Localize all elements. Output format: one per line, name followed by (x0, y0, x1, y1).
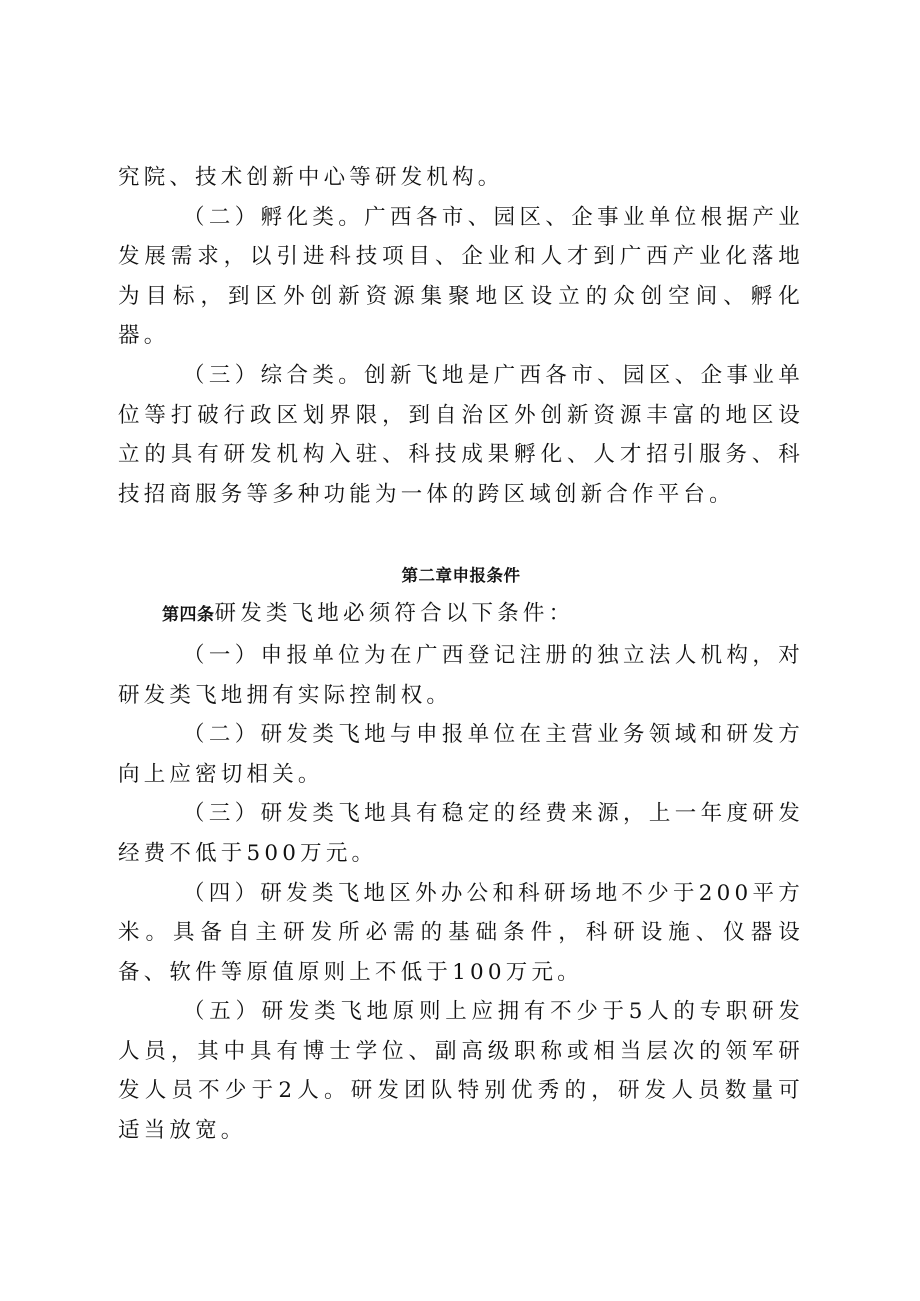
condition-1: （一）申报单位为在广西登记注册的独立法人机构，对研发类飞地拥有实际控制权。 (118, 642, 804, 708)
chapter-title: 第二章申报条件 (401, 566, 521, 586)
document-body (118, 158, 804, 1151)
condition-2: （二）研发类飞地与申报单位在主营业务领域和研发方向上应密切相关。 (118, 722, 804, 787)
paragraph-continuation: 究院、技术创新中心等研发机构。 (118, 165, 504, 190)
condition-5: （五）研发类飞地原则上应拥有不少于5人的专职研发人员，其中具有博士学位、副高级职称或相当层次的领军研发人员不少于2人。研发团队特别优秀的，研发人员数量可适当放宽。 (118, 999, 804, 1144)
article-heading (118, 594, 804, 636)
paragraph-comprehensive-type: （三）综合类。创新飞地是广西各市、园区、企事业单位等打破行政区划界限，到自治区外创新资源丰富的地区设立的具有研发机构入驻、科技成果孵化、人才招引服务、科技招商服务等多种功能为一体的跨区域创新合作平台。 (118, 362, 804, 507)
condition-3: （三）研发类飞地具有稳定的经费来源，上一年度研发经费不低于500万元。 (118, 801, 804, 866)
paragraph-incubation-type: （二）孵化类。广西各市、园区、企事业单位根据产业发展需求，以引进科技项目、企业和人才到广西产业化落地为目标，到区外创新资源集聚地区设立的众创空间、孵化器。 (118, 204, 804, 349)
article-text: 研发类飞地必须符合以下条件： (214, 601, 575, 627)
condition-4: （四）研发类飞地区外办公和科研场地不少于200平方米。具备自主研发所必需的基础条件，科研设施、仪器设备、软件等原值原则上不低于100万元。 (118, 880, 804, 985)
article-label: 第四条 (162, 605, 215, 626)
